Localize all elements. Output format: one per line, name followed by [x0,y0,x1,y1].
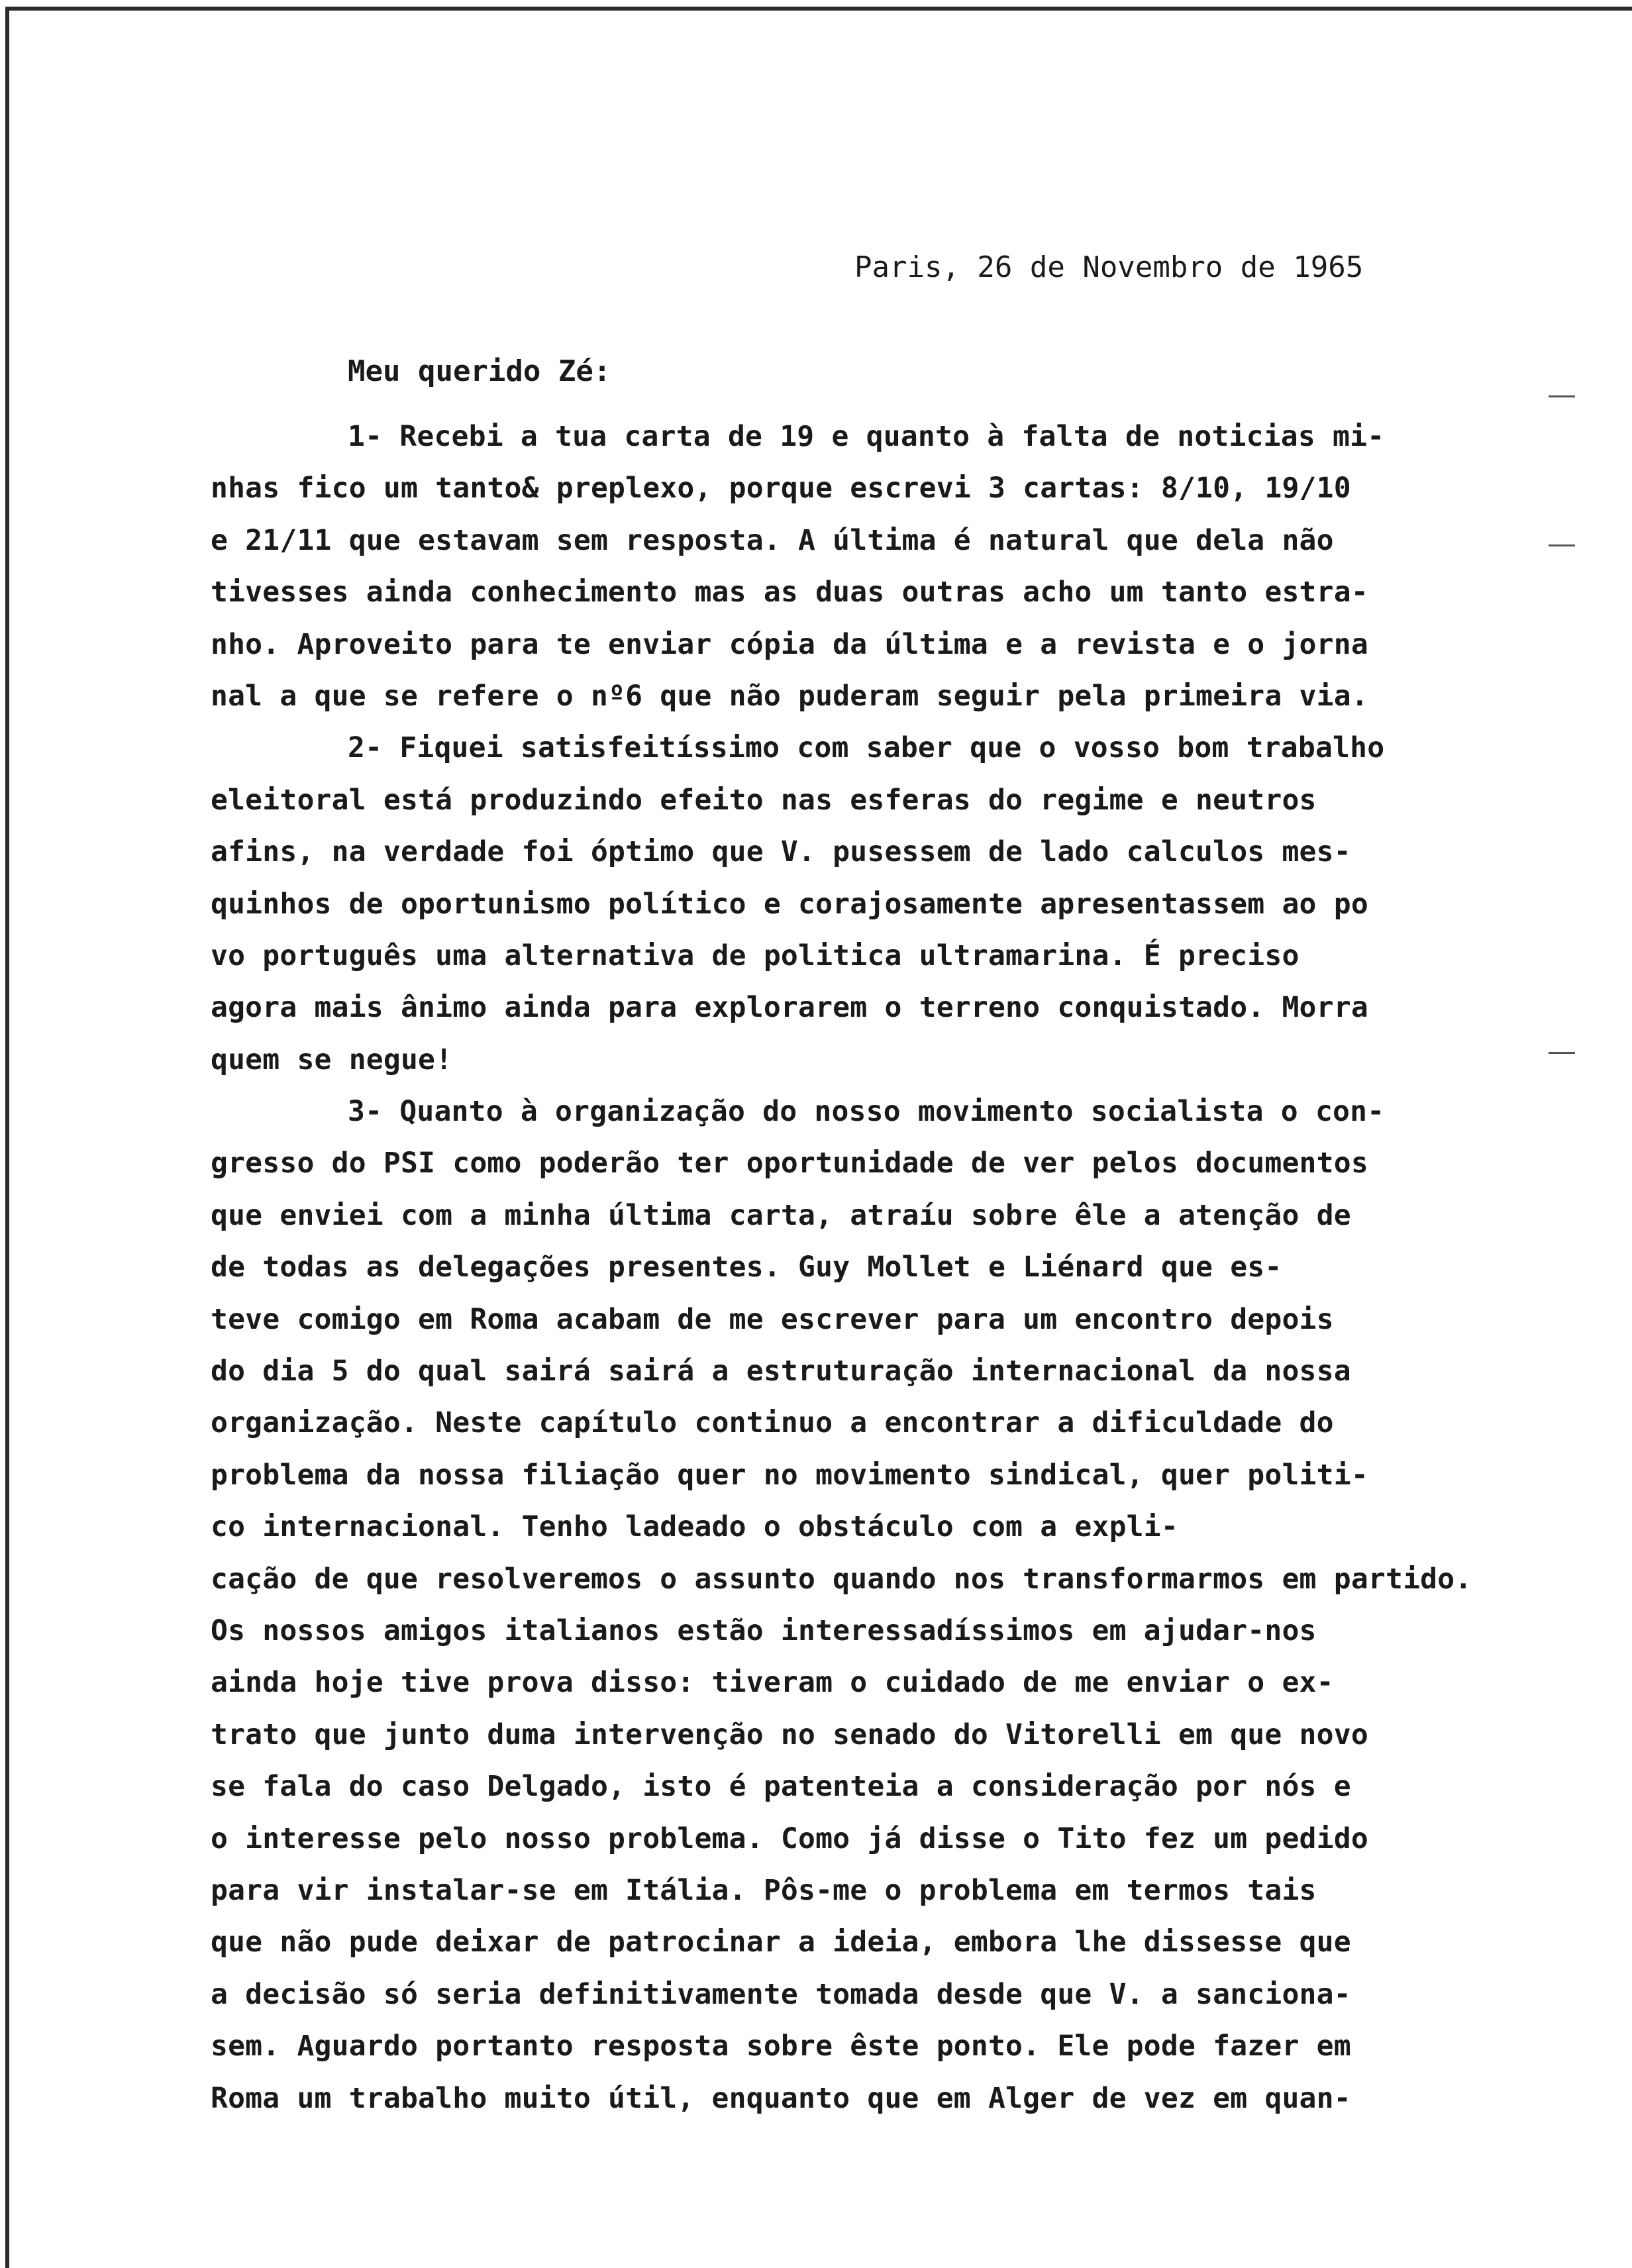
text-line: que enviei com a minha última carta, atraíu sobre êle a atenção de [211,1198,1351,1232]
text-line: gresso do PSI como poderão ter oportunidade de ver pelos documentos [211,1147,1368,1180]
text-line: tivesses ainda conhecimento mas as duas outras acho um tanto estra- [211,576,1368,609]
text-line: 3- Quanto à organização do nosso movimento socialista o con- [348,1095,1385,1129]
text-line: nal a que se refere o nº6 que não puderam seguir pela primeira via. [211,679,1368,713]
text-line: quinhos de oportunismo político e corajosamente apresentassem ao po [211,887,1368,921]
text-line: teve comigo em Roma acabam de me escrever para um encontro depois [211,1302,1334,1336]
text-line: afins, na verdade foi óptimo que V. pusessem de lado calculos mes- [211,835,1351,869]
margin-dash-mark [1549,395,1575,397]
text-line: do dia 5 do qual sairá sairá a estruturação internacional da nossa [211,1355,1351,1388]
text-line: e 21/11 que estavam sem resposta. A última é natural que dela não [211,523,1334,557]
text-line: sem. Aguardo portanto resposta sobre êste ponto. Ele pode fazer em [211,2030,1351,2063]
margin-dash-mark [1549,1052,1575,1054]
page-top-border [7,7,1632,11]
text-line: Roma um trabalho muito útil, enquanto que em Alger de vez em quan- [211,2081,1351,2115]
text-line: agora mais ânimo ainda para explorarem o terreno conquistado. Morra [211,991,1368,1025]
text-line: co internacional. Tenho ladeado o obstáculo com a expli- [211,1510,1178,1544]
text-line: trato que junto duma intervenção no senado do Vitorelli em que novo [211,1718,1368,1751]
margin-dash-mark [1549,544,1575,546]
text-line: 1- Recebi a tua carta de 19 e quanto à falta de noticias mi- [348,420,1385,453]
text-line: que não pude deixar de patrocinar a ideia, embora lhe dissesse que [211,1926,1351,1959]
text-line: para vir instalar-se em Itália. Pôs-me o problema em termos tais [211,1873,1317,1907]
text-line: 2- Fiquei satisfeitíssimo com saber que o vosso bom trabalho [348,731,1385,765]
text-line: eleitoral está produzindo efeito nas esferas do regime e neutros [211,783,1317,817]
text-line: problema da nossa filiação quer no movimento sindical, quer politi- [211,1458,1368,1492]
text-line: cação de que resolveremos o assunto quando nos transformarmos em partido. [211,1562,1472,1596]
text-line: de todas as delegações presentes. Guy Mollet e Liénard que es- [211,1251,1282,1284]
letter-body [211,411,1588,2124]
text-line: o interesse pelo nosso problema. Como já disse o Tito fez um pedido [211,1822,1368,1855]
text-line: Os nossos amigos italianos estão interessadíssimos em ajudar-nos [211,1614,1317,1647]
greeting: Meu querido Zé: [348,354,611,388]
text-line: ainda hoje tive prova disso: tiveram o cuidado de me enviar o ex- [211,1666,1334,1700]
date-line: Paris, 26 de Novembro de 1965 [854,250,1364,284]
text-line: nho. Aproveito para te enviar cópia da última e a revista e o jorna [211,627,1368,661]
text-line: organização. Neste capítulo continuo a encontrar a dificuldade do [211,1406,1334,1440]
text-line: nhas fico um tanto& preplexo, porque escrevi 3 cartas: 8/10, 19/10 [211,472,1351,505]
text-line: quem se negue! [211,1043,453,1076]
text-line: a decisão só seria definitivamente tomada desde que V. a sanciona- [211,1977,1351,2011]
text-line: se fala do caso Delgado, isto é patenteia a consideração por nós e [211,1770,1351,1804]
text-line: vo português uma alternativa de politica ultramarina. É preciso [211,939,1300,972]
page-left-border [5,7,9,2268]
